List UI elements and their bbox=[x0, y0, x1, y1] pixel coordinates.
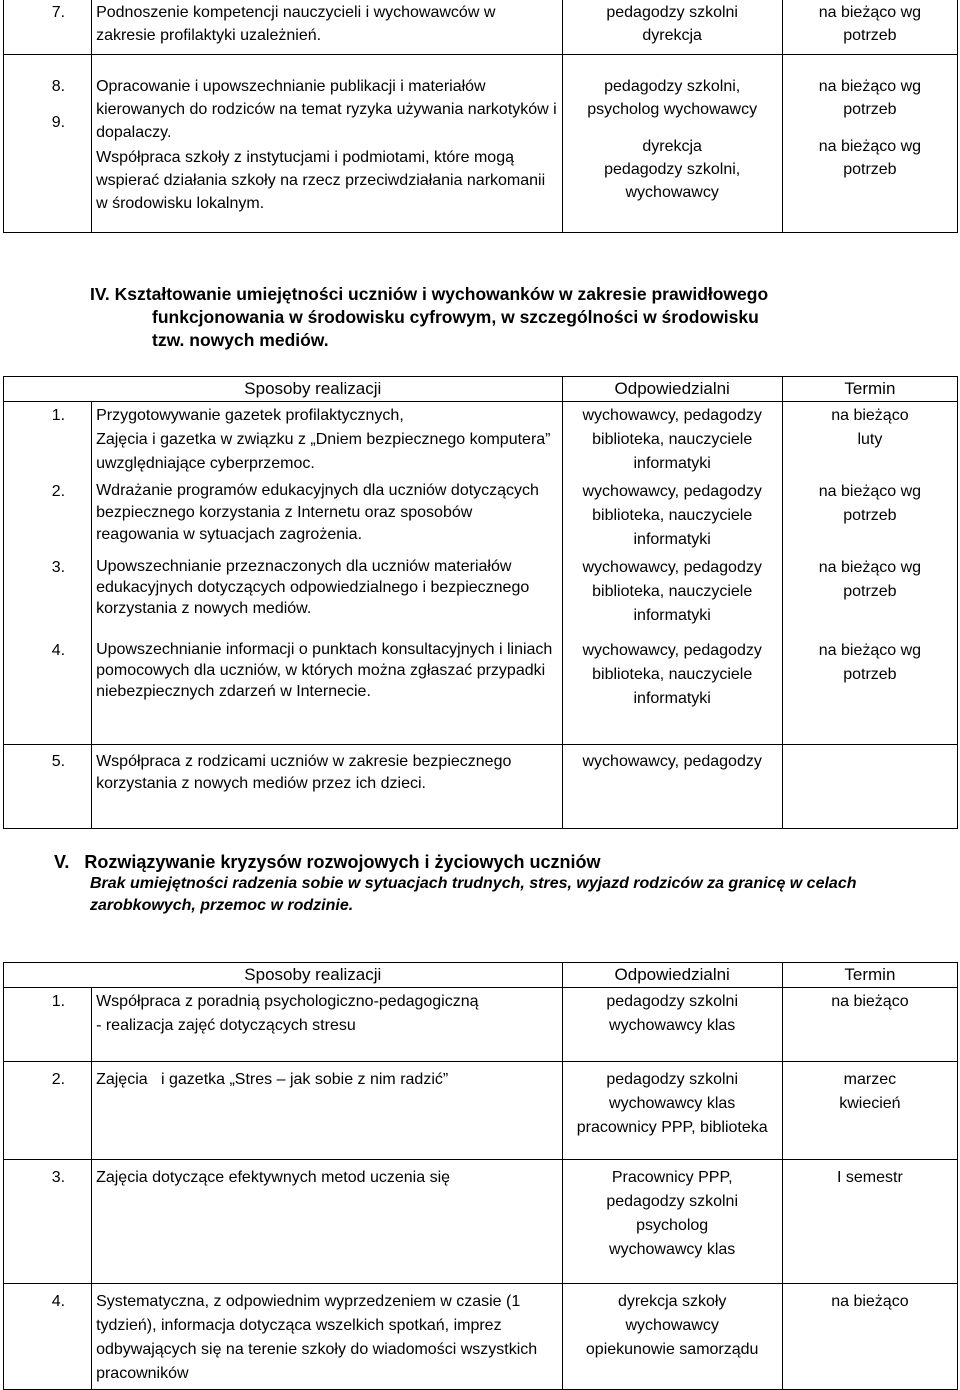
row-responsible: pedagodzy szkolni, psycholog wychowawcy bbox=[587, 78, 758, 118]
section-v-title-text: Rozwiązywanie kryzysów rozwojowych i życiowych uczniów bbox=[84, 852, 601, 872]
section-iv-title-line1: Kształtowanie umiejętności uczniów i wychowanków w zakresie prawidłowego bbox=[114, 284, 769, 304]
row-description: Opracowanie i upowszechnianie publikacji i materiałów kierowanych do rodziców na temat ryzyka używania narkotyków i dopalaczy. bbox=[96, 78, 557, 141]
row-description: Współpraca z poradnią psychologiczno-pedagogiczną - realizacja zajęć dotyczących stresu bbox=[96, 993, 479, 1034]
row-term bbox=[783, 745, 957, 749]
header-term: Termin bbox=[844, 965, 896, 984]
row-term: na bieżąco luty bbox=[831, 407, 909, 448]
row-term: na bieżąco wg potrzeb bbox=[818, 642, 922, 683]
row-description: Zajęcia i gazetka „Stres – jak sobie z nim radzić” bbox=[96, 1071, 449, 1088]
row-term: na bieżąco wg potrzeb bbox=[818, 4, 922, 44]
section-iv-number: IV. bbox=[90, 284, 110, 304]
table-top bbox=[3, 0, 958, 233]
header-term: Termin bbox=[844, 379, 896, 398]
row-responsible: pedagodzy szkolni dyrekcja bbox=[606, 4, 738, 44]
row-description: Wdrażanie programów edukacyjnych dla uczniów dotyczących bezpiecznego korzystania z Internetu oraz sposobów reagowania w sytuacjach zagrożenia. bbox=[96, 482, 539, 543]
row-term: marzec kwiecień bbox=[839, 1071, 901, 1112]
row-term: na bieżąco wg potrzeb bbox=[818, 483, 922, 524]
table-row bbox=[4, 478, 958, 554]
row-number: 5. bbox=[51, 752, 66, 770]
row-number: 8. bbox=[51, 78, 66, 95]
table-section-iv bbox=[3, 376, 958, 829]
table-row bbox=[4, 0, 958, 55]
row-number: 1. bbox=[51, 993, 66, 1010]
table-section-v bbox=[3, 962, 958, 1390]
table-row bbox=[4, 1062, 958, 1160]
row-number: 1. bbox=[51, 407, 66, 424]
table-row bbox=[4, 1160, 958, 1284]
row-responsible: wychowawcy, pedagodzy biblioteka, nauczyciele informatyki bbox=[582, 483, 762, 548]
row-term: na bieżąco bbox=[831, 993, 909, 1010]
table-header-row bbox=[4, 377, 958, 402]
row-description: Upowszechnianie informacji o punktach konsultacyjnych i liniach pomocowych dla uczniów, w których można zgłaszać przypadki niebezpiecznych zdarzeń w Internecie. bbox=[96, 641, 553, 700]
row-description: Upowszechnianie przeznaczonych dla uczniów materiałów edukacyjnych dotyczących odpowiedzialnego i bezpiecznego korzystania z nowych mediów. bbox=[96, 558, 530, 617]
row-description: Przygotowywanie gazetek profilaktycznych, Zajęcia i gazetka w związku z „Dniem bezpiecznego komputera” uwzględniające cyberprzemoc. bbox=[96, 407, 551, 472]
row-number: 2. bbox=[51, 1071, 66, 1088]
row-number: 3. bbox=[51, 1169, 66, 1186]
row-term: na bieżąco wg potrzeb bbox=[818, 559, 922, 600]
row-responsible: wychowawcy, pedagodzy biblioteka, nauczyciele informatyki bbox=[582, 407, 762, 472]
row-number: 2. bbox=[51, 483, 66, 500]
row-term: I semestr bbox=[837, 1169, 903, 1186]
header-methods: Sposoby realizacji bbox=[244, 965, 382, 984]
section-v-subtitle: Brak umiejętności radzenia sobie w sytuacjach trudnych, stres, wyjazd rodziców za granicę w celach zarobkowych, przemoc w rodzinie. bbox=[90, 875, 857, 914]
row-number: 9. bbox=[51, 114, 66, 131]
row-description: Zajęcia dotyczące efektywnych metod uczenia się bbox=[96, 1169, 451, 1186]
row-responsible: Pracownicy PPP, pedagodzy szkolni psycholog wychowawcy klas bbox=[606, 1169, 738, 1258]
table-row bbox=[4, 637, 958, 744]
row-term: na bieżąco wg potrzeb bbox=[818, 78, 922, 118]
section-iv-title-line2: funkcjonowania w środowisku cyfrowym, w szczególności w środowisku bbox=[152, 307, 759, 327]
table-row bbox=[4, 402, 958, 479]
row-number: 4. bbox=[51, 642, 66, 659]
table-row bbox=[4, 55, 958, 233]
row-description: Systematyczna, z odpowiednim wyprzedzeniem w czasie (1 tydzień), informacja dotycząca wszelkich spotkań, imprez odbywających się na terenie szkoły do wiadomości wszystkich pracowników bbox=[96, 1293, 538, 1382]
table-row bbox=[4, 988, 958, 1062]
header-responsible: Odpowiedzialni bbox=[614, 965, 730, 984]
header-methods: Sposoby realizacji bbox=[244, 379, 382, 398]
row-number: 3. bbox=[51, 559, 66, 576]
row-responsible: pedagodzy szkolni wychowawcy klas bbox=[606, 993, 738, 1034]
section-iv-title bbox=[90, 283, 890, 352]
row-responsible: wychowawcy, pedagodzy biblioteka, nauczyciele informatyki bbox=[582, 642, 762, 707]
row-description: Podnoszenie kompetencji nauczycieli i wychowawców w zakresie profilaktyki uzależnień. bbox=[96, 4, 496, 44]
table-row bbox=[4, 1284, 958, 1390]
row-responsible: dyrekcja szkoły wychowawcy opiekunowie samorządu bbox=[585, 1293, 759, 1358]
table-row bbox=[4, 744, 958, 828]
row-responsible: wychowawcy, pedagodzy bbox=[582, 752, 762, 770]
row-term: na bieżąco wg potrzeb bbox=[818, 138, 922, 178]
section-iv-title-line3: tzw. nowych mediów. bbox=[152, 330, 329, 350]
row-description: Współpraca szkoły z instytucjami i podmiotami, które mogą wspierać działania szkoły na rzecz przeciwdziałania narkomanii w środowisku lokalnym. bbox=[96, 149, 546, 212]
table-row bbox=[4, 554, 958, 637]
row-number: 4. bbox=[51, 1293, 66, 1310]
header-responsible: Odpowiedzialni bbox=[614, 379, 730, 398]
row-description: Współpraca z rodzicami uczniów w zakresie bezpiecznego korzystania z nowych mediów przez ich dzieci. bbox=[96, 752, 512, 792]
row-responsible: pedagodzy szkolni wychowawcy klas pracownicy PPP, biblioteka bbox=[576, 1071, 768, 1136]
section-v-number: V. bbox=[54, 852, 70, 872]
row-term: na bieżąco bbox=[831, 1293, 909, 1310]
row-responsible: dyrekcja pedagodzy szkolni, wychowawcy bbox=[604, 138, 741, 201]
row-responsible: wychowawcy, pedagodzy biblioteka, nauczyciele informatyki bbox=[582, 559, 762, 624]
section-v-title bbox=[54, 851, 601, 874]
row-number: 7. bbox=[51, 4, 66, 21]
table-header-row bbox=[4, 963, 958, 988]
